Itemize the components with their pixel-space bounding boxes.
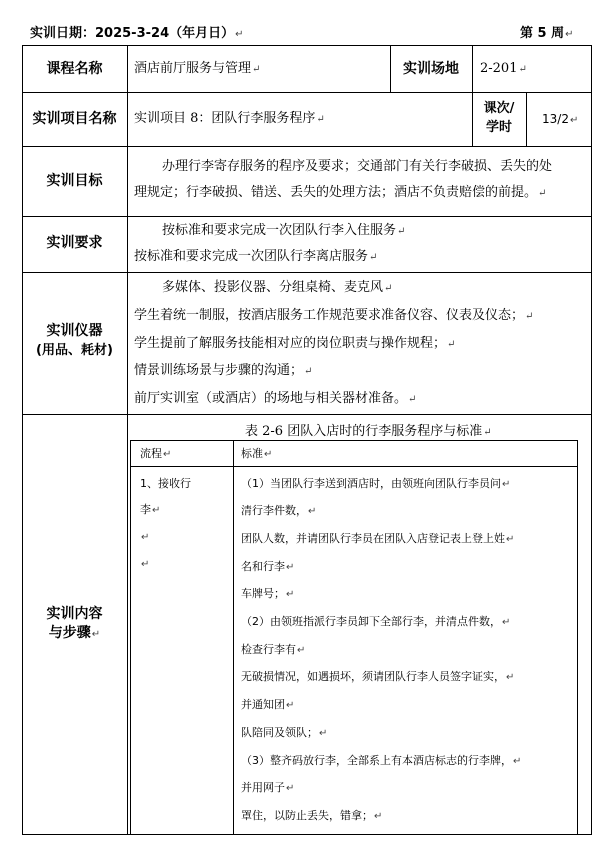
content-label: 实训内容 与步骤↵ xyxy=(46,606,103,641)
standard-line: （3）整齐码放行李，全部系上有本酒店标志的行李牌，↵ xyxy=(241,754,522,767)
session-hours-label: 课次/ 学时 xyxy=(483,101,515,135)
equipment-line-5: 前厅实训室（或酒店）的场地与相关器材准备。↵ xyxy=(134,391,417,406)
standard-line: 团队人数，并请团队行李员在团队入店登记表上登上姓↵ xyxy=(241,532,515,545)
requirement-line-2: 按标准和要求完成一次团队行李离店服务↵ xyxy=(134,249,378,264)
process-step-1: 1、接收行 李↵ ↵ ↵ xyxy=(140,477,191,570)
col-header-process: 流程↵ xyxy=(140,447,172,460)
equipment-line-1: 多媒体、投影仪器、分组桌椅、麦克风↵ xyxy=(162,280,393,295)
standard-line: （1）当团队行李送到酒店时，由领班向团队行李员问↵ xyxy=(241,477,511,490)
equipment-line-3: 学生提前了解服务技能相对应的岗位职责与操作规程；↵ xyxy=(134,336,456,351)
requirement-label: 实训要求 xyxy=(46,235,103,251)
venue-label: 实训场地 xyxy=(403,61,459,77)
project-name-label: 实训项目名称 xyxy=(32,111,117,127)
service-procedure-table xyxy=(130,440,578,835)
inner-table-title: 表 2-6 团队入店时的行李服务程序与标准↵ xyxy=(245,424,492,439)
standard-line: 清行李件数，↵ xyxy=(241,504,317,517)
session-hours-value: 13/2↵ xyxy=(542,112,579,126)
standard-line: 检查行李有↵ xyxy=(241,643,306,656)
standard-line: 车牌号；↵ xyxy=(241,587,295,600)
standard-line: 并通知团↵ xyxy=(241,698,295,711)
goal-text-line-2: 理规定；行李破损、错送、丢失的处理方法；酒店不负责赔偿的前提。↵ xyxy=(134,185,547,200)
course-name-label: 课程名称 xyxy=(46,61,103,77)
standard-line: （2）由领班指派行李员卸下全部行李，并清点件数，↵ xyxy=(241,615,511,628)
week-number: 第 5 周↵ xyxy=(520,26,574,41)
requirement-line-1: 按标准和要求完成一次团队行李入住服务↵ xyxy=(162,223,406,238)
goal-label: 实训目标 xyxy=(46,173,103,189)
equipment-line-2: 学生着统一制服，按酒店服务工作规范要求准备仪容、仪表及仪态；↵ xyxy=(134,308,534,323)
course-name-value: 酒店前厅服务与管理↵ xyxy=(134,61,261,76)
standard-line: 无破损情况，如遇损坏，须请团队行李人员签字证实，↵ xyxy=(241,670,515,683)
training-date: 实训日期：2025-3-24（年月日）↵ xyxy=(30,26,244,41)
goal-text-line-1: 办理行李寄存服务的程序及要求；交通部门有关行李破损、丢失的处 xyxy=(162,159,553,174)
standard-line: 队陪同及领队；↵ xyxy=(241,726,328,739)
venue-value: 2-201↵ xyxy=(480,61,527,76)
standard-line: 名和行李↵ xyxy=(241,560,295,573)
equipment-line-4: 情景训练场景与步骤的沟通；↵ xyxy=(134,363,313,378)
project-name-value: 实训项目 8：团队行李服务程序↵ xyxy=(134,111,325,126)
equipment-label: 实训仪器 (用品、耗材) xyxy=(36,323,113,358)
standard-line: 罩住，以防止丢失，错拿；↵ xyxy=(241,809,383,822)
col-header-standard: 标准↵ xyxy=(241,447,273,460)
standard-line: 并用网子↵ xyxy=(241,781,295,794)
